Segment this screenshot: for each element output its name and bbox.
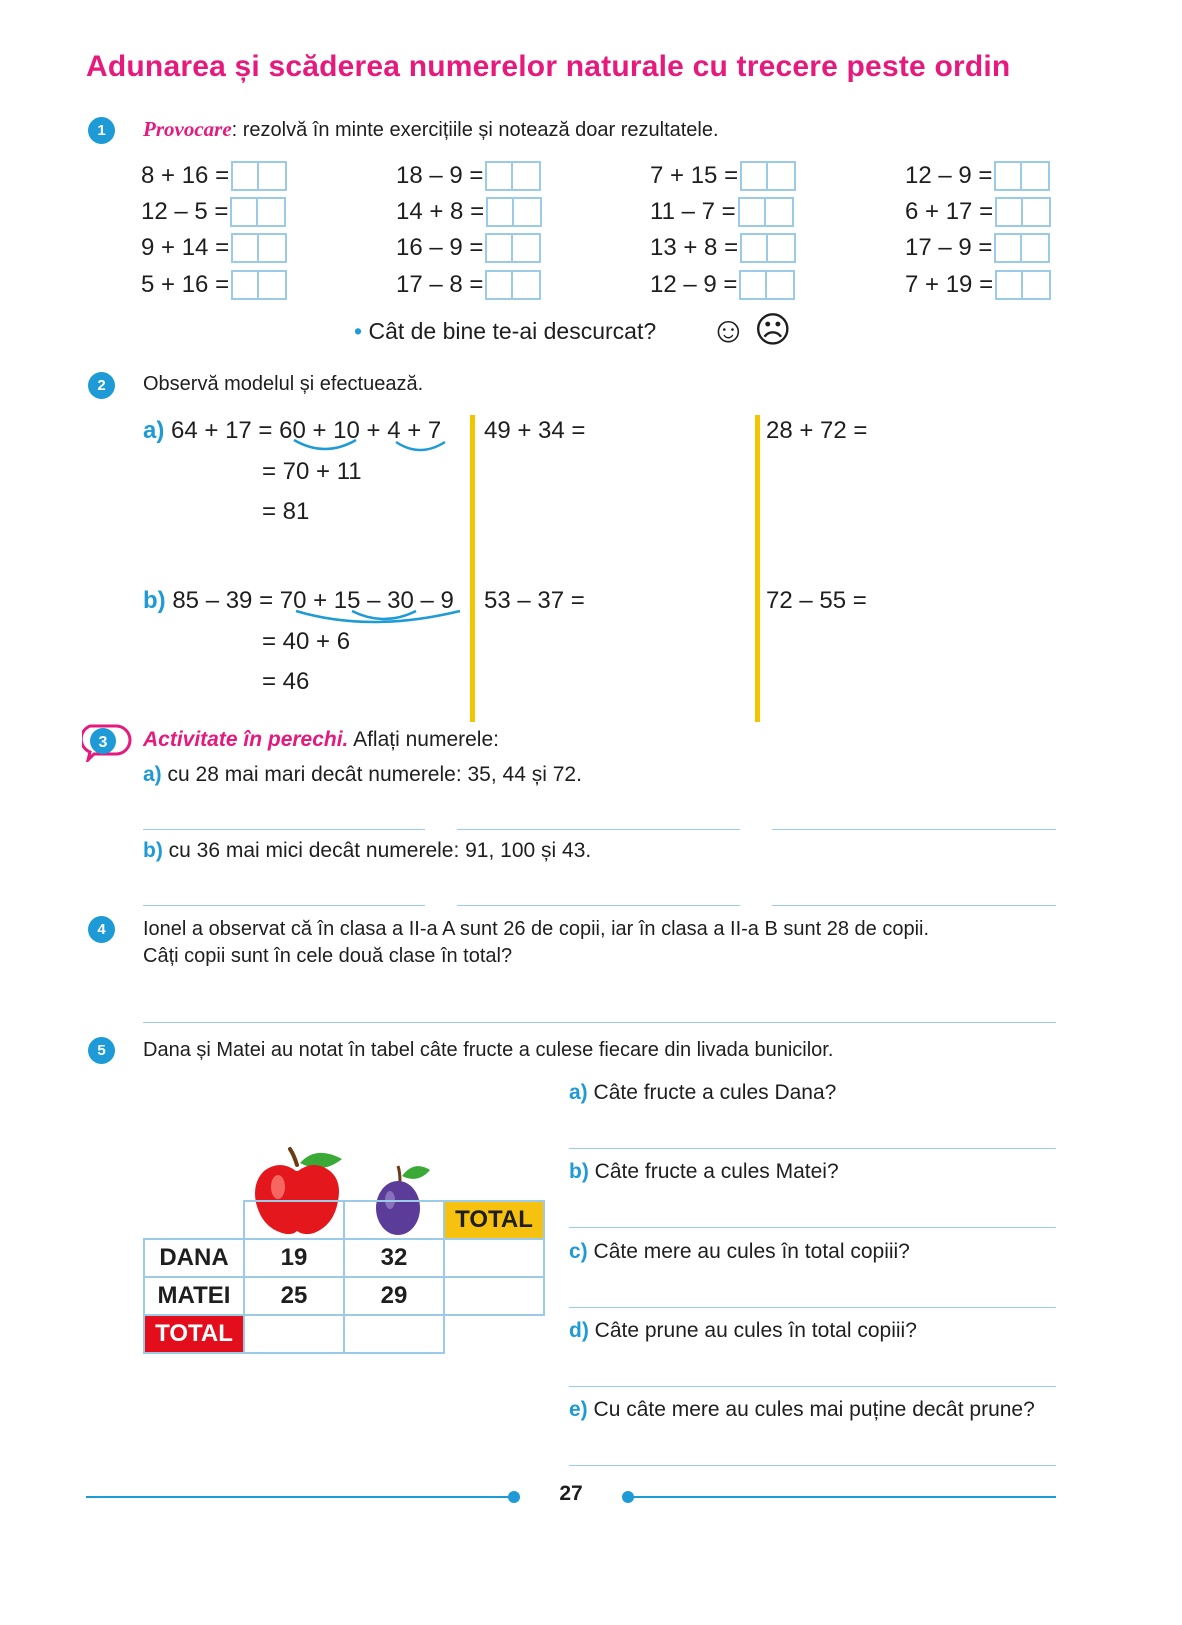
answer-line[interactable] <box>569 1227 1056 1228</box>
exercise-1-instruction <box>143 117 719 142</box>
exercise-item <box>141 159 287 193</box>
exercise-expression: 8 + 16 = <box>141 162 230 189</box>
exercise-item <box>396 268 541 302</box>
exercise-item <box>141 268 287 302</box>
exercise-3a <box>143 763 582 787</box>
table-empty-cell <box>444 1315 544 1353</box>
self-check <box>354 318 656 345</box>
exercise-expression: 12 – 9 = <box>650 271 738 298</box>
question-label: e) <box>569 1398 588 1421</box>
exercise-item <box>650 268 795 302</box>
exercise-item <box>650 159 796 193</box>
exercise-item <box>905 268 1051 302</box>
exercise-4-line-1: Ionel a observat că în clasa a II-a A sunt 26 de copii, iar în clasa a II-a B sunt 28 de copii. <box>143 918 930 940</box>
exercise-4-line-2: Câți copii sunt în cele două clase în total? <box>143 945 513 967</box>
fruit-table <box>143 1200 545 1354</box>
row-name-dana: DANA <box>144 1239 244 1277</box>
table-row <box>144 1315 544 1353</box>
exercise-expression: 13 + 8 = <box>650 234 739 261</box>
model-b-equation: 85 – 39 = 70 + 15 – 30 – 9 <box>172 587 454 614</box>
exercise-expression: 11 – 7 = <box>650 198 736 225</box>
answer-box[interactable] <box>738 197 794 227</box>
row-name-matei: MATEI <box>144 1277 244 1315</box>
matei-total-cell[interactable] <box>444 1277 544 1315</box>
answer-box[interactable] <box>231 270 287 300</box>
exercise-item <box>141 231 287 265</box>
page-title: Adunarea și scăderea numerelor naturale cu trecere peste ordin <box>86 50 1011 83</box>
model-a-line-2: = 70 + 11 <box>262 458 362 485</box>
answer-box[interactable] <box>485 161 541 191</box>
exercise-5-instruction: Dana și Matei au notat în tabel câte fructe a culese fiecare din livada bunicilor. <box>143 1039 834 1061</box>
happy-face-icon[interactable]: ☺ <box>710 309 747 350</box>
exercise-item <box>650 195 794 229</box>
exercise-expression: 7 + 15 = <box>650 162 739 189</box>
task-53-37: 53 – 37 = <box>484 587 585 614</box>
footer-line-left <box>86 1496 510 1498</box>
exercise-3b <box>143 839 591 863</box>
total-row-header: TOTAL <box>144 1315 244 1353</box>
exercise-item <box>396 195 542 229</box>
provocare-label: Provocare <box>143 117 232 141</box>
model-a-label: a) <box>143 417 165 444</box>
exercise-item <box>905 231 1050 265</box>
exercise-item <box>141 195 286 229</box>
sad-face-icon[interactable]: ☹ <box>754 309 792 350</box>
dana-plums: 32 <box>344 1239 444 1277</box>
table-row <box>144 1239 544 1277</box>
exercise-1-number: 1 <box>88 117 115 144</box>
answer-box[interactable] <box>231 161 287 191</box>
answer-box[interactable] <box>739 270 795 300</box>
model-a-line-3: = 81 <box>262 498 310 525</box>
exercise-4-number: 4 <box>88 916 115 943</box>
exercise-5-number: 5 <box>88 1037 115 1064</box>
exercise-3-instruction <box>143 728 499 752</box>
exercise-expression: 14 + 8 = <box>396 198 485 225</box>
apples-total-cell[interactable] <box>244 1315 344 1353</box>
answer-line[interactable] <box>143 1022 1056 1023</box>
item-b-label: b) <box>143 839 163 862</box>
dana-total-cell[interactable] <box>444 1239 544 1277</box>
question-text: Câte fructe a cules Matei? <box>594 1160 839 1183</box>
item-a-text: cu 28 mai mari decât numerele: 35, 44 și 72. <box>167 763 582 786</box>
pair-activity-label: Activitate în perechi. <box>143 728 349 751</box>
bullet-icon: • <box>354 318 363 344</box>
exercise-item <box>905 195 1051 229</box>
answer-line[interactable] <box>569 1386 1056 1387</box>
answer-line[interactable] <box>143 829 425 830</box>
exercise-expression: 12 – 9 = <box>905 162 993 189</box>
exercise-expression: 7 + 19 = <box>905 271 994 298</box>
answer-line[interactable] <box>569 1307 1056 1308</box>
exercise-item <box>396 231 541 265</box>
answer-box[interactable] <box>740 233 796 263</box>
answer-box[interactable] <box>485 270 541 300</box>
question-text: Cu câte mere au cules mai puține decât prune? <box>593 1398 1035 1421</box>
answer-line[interactable] <box>569 1148 1056 1149</box>
plums-total-cell[interactable] <box>344 1315 444 1353</box>
exercise-item <box>396 159 541 193</box>
footer-line-right <box>632 1496 1056 1498</box>
pair-activity-icon <box>82 722 132 762</box>
page-number: 27 <box>559 1482 583 1505</box>
exercise-expression: 5 + 16 = <box>141 271 230 298</box>
question-label: b) <box>569 1160 589 1183</box>
answer-box[interactable] <box>994 233 1050 263</box>
total-column-header: TOTAL <box>444 1201 544 1239</box>
grouping-arcs-b <box>280 605 470 629</box>
instruction-text: : rezolvă în minte exercițiile și notează doar rezultatele. <box>231 119 719 141</box>
model-a-equation: 64 + 17 = 60 + 10 + 4 + 7 <box>171 417 442 444</box>
task-28-72: 28 + 72 = <box>766 417 868 444</box>
self-check-text: Cât de bine te-ai descurcat? <box>368 318 657 344</box>
answer-line[interactable] <box>772 905 1056 906</box>
model-b-line-2: = 40 + 6 <box>262 628 351 655</box>
exercise-expression: 17 – 8 = <box>396 271 484 298</box>
footer-dot-left <box>508 1491 520 1503</box>
exercise-expression: 18 – 9 = <box>396 162 484 189</box>
matei-apples: 25 <box>244 1277 344 1315</box>
task-49-34: 49 + 34 = <box>484 417 586 444</box>
answer-line[interactable] <box>143 905 425 906</box>
answer-line[interactable] <box>569 1465 1056 1466</box>
divider-line-1 <box>470 415 475 722</box>
exercise-expression: 6 + 17 = <box>905 198 994 225</box>
grouping-arcs-a <box>280 436 460 456</box>
exercise-expression: 9 + 14 = <box>141 234 230 261</box>
question <box>569 1160 839 1184</box>
exercise-item <box>905 159 1050 193</box>
answer-box[interactable] <box>994 161 1050 191</box>
divider-line-2 <box>755 415 760 722</box>
answer-box[interactable] <box>740 161 796 191</box>
question <box>569 1240 910 1264</box>
plum-column-header <box>344 1201 444 1239</box>
answer-box[interactable] <box>230 197 286 227</box>
exercise-item <box>650 231 796 265</box>
question-label: c) <box>569 1240 588 1263</box>
item-b-text: cu 36 mai mici decât numerele: 91, 100 și 43. <box>168 839 592 862</box>
answer-box[interactable] <box>995 270 1051 300</box>
answer-line[interactable] <box>772 829 1056 830</box>
answer-line[interactable] <box>457 905 740 906</box>
exercise-2-number: 2 <box>88 372 115 399</box>
answer-box[interactable] <box>231 233 287 263</box>
matei-plums: 29 <box>344 1277 444 1315</box>
question-label: d) <box>569 1319 589 1342</box>
model-b-line-3: = 46 <box>262 668 310 695</box>
task-72-55: 72 – 55 = <box>766 587 867 614</box>
svg-text:3: 3 <box>98 734 108 751</box>
question-text: Câte prune au cules în total copiii? <box>594 1319 917 1342</box>
question <box>569 1319 917 1343</box>
exercise-expression: 17 – 9 = <box>905 234 993 261</box>
table-row <box>144 1277 544 1315</box>
question <box>569 1081 836 1105</box>
question <box>569 1398 1035 1422</box>
apple-column-header <box>244 1201 344 1239</box>
dana-apples: 19 <box>244 1239 344 1277</box>
answer-box[interactable] <box>486 197 542 227</box>
answer-box[interactable] <box>995 197 1051 227</box>
answer-line[interactable] <box>457 829 740 830</box>
model-b-label: b) <box>143 587 166 614</box>
table-corner <box>144 1201 244 1239</box>
answer-box[interactable] <box>485 233 541 263</box>
exercise-expression: 12 – 5 = <box>141 198 229 225</box>
question-text: Câte mere au cules în total copiii? <box>593 1240 910 1263</box>
exercise-2-instruction: Observă modelul și efectuează. <box>143 373 424 395</box>
question-label: a) <box>569 1081 588 1104</box>
question-text: Câte fructe a cules Dana? <box>593 1081 837 1104</box>
instruction-text: Aflați numerele: <box>348 728 499 751</box>
exercise-expression: 16 – 9 = <box>396 234 484 261</box>
item-a-label: a) <box>143 763 162 786</box>
